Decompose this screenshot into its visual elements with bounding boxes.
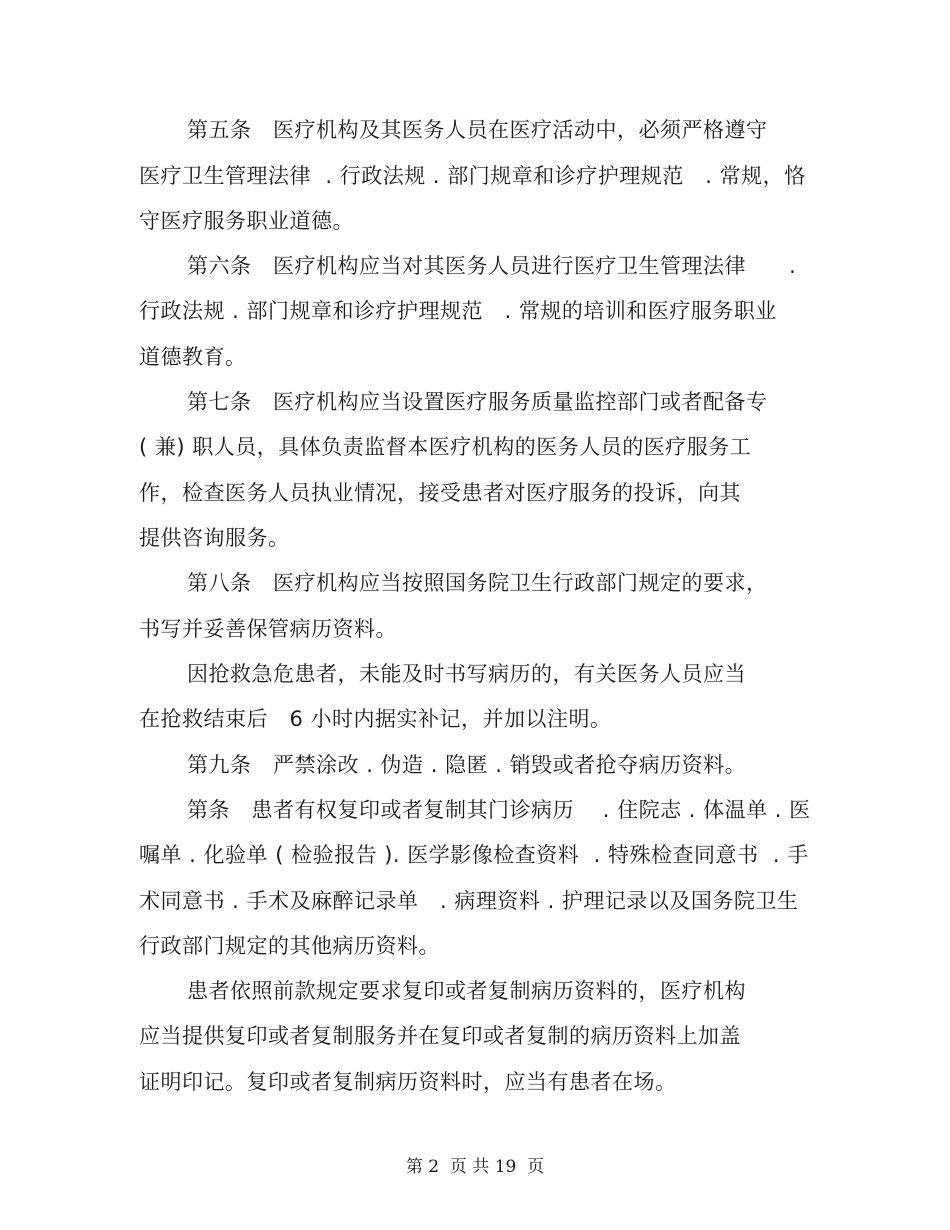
text-line: 医疗卫生管理法律 . 行政法规 . 部门规章和诊疗护理规范 . 常规，恪 bbox=[139, 164, 806, 188]
text-line: 证明印记。复印或者复制病历资料时，应当有患者在场。 bbox=[139, 1070, 677, 1094]
text-line: 因抢救急危患者，未能及时书写病历的，有关医务人员应当 bbox=[187, 662, 746, 686]
text-line: 守医疗服务职业道德。 bbox=[139, 209, 354, 233]
text-line: 提供咨询服务。 bbox=[139, 526, 290, 550]
text-line: 在抢救结束后 6 小时内据实补记，并加以注明。 bbox=[139, 707, 612, 731]
text-line: 嘱单 . 化验单 ( 检验报告 ). 医学影像检查资料 . 特殊检查同意书 . 手 bbox=[139, 843, 809, 867]
text-line: 第六条 医疗机构应当对其医务人员进行医疗卫生管理法律 . bbox=[187, 254, 797, 278]
text-line: 应当提供复印或者复制服务并在复印或者复制的病历资料上加盖 bbox=[139, 1024, 741, 1048]
text-line: 第八条 医疗机构应当按照国务院卫生行政部门规定的要求， bbox=[187, 571, 768, 595]
text-line: 第条 患者有权复印或者复制其门诊病历 . 住院志 . 体温单 . 医 bbox=[187, 798, 811, 822]
text-line: ( 兼) 职人员，具体负责监督本医疗机构的医务人员的医疗服务工 bbox=[139, 435, 752, 459]
text-line: 道德教育。 bbox=[139, 345, 247, 369]
text-line: 第九条 严禁涂改 . 伪造 . 隐匿 . 销毁或者抢夺病历资料。 bbox=[187, 753, 747, 777]
text-line: 行政部门规定的其他病历资料。 bbox=[139, 934, 440, 958]
text-line: 患者依照前款规定要求复印或者复制病历资料的，医疗机构 bbox=[187, 979, 746, 1003]
text-line: 作，检查医务人员执业情况，接受患者对医疗服务的投诉，向其 bbox=[139, 481, 741, 505]
text-line: 术同意书 . 手术及麻醉记录单 . 病理资料 . 护理记录以及国务院卫生 bbox=[139, 889, 799, 913]
text-line: 第七条 医疗机构应当设置医疗服务质量监控部门或者配备专 bbox=[187, 390, 768, 414]
text-line: 第五条 医疗机构及其医务人员在医疗活动中，必须严格遵守 bbox=[187, 118, 768, 142]
text-line: 书写并妥善保管病历资料。 bbox=[139, 617, 397, 641]
page-number-footer: 第 2 页 共 19 页 bbox=[405, 1157, 545, 1177]
text-line: 行政法规 . 部门规章和诊疗护理规范 . 常规的培训和医疗服务职业 bbox=[139, 299, 777, 323]
